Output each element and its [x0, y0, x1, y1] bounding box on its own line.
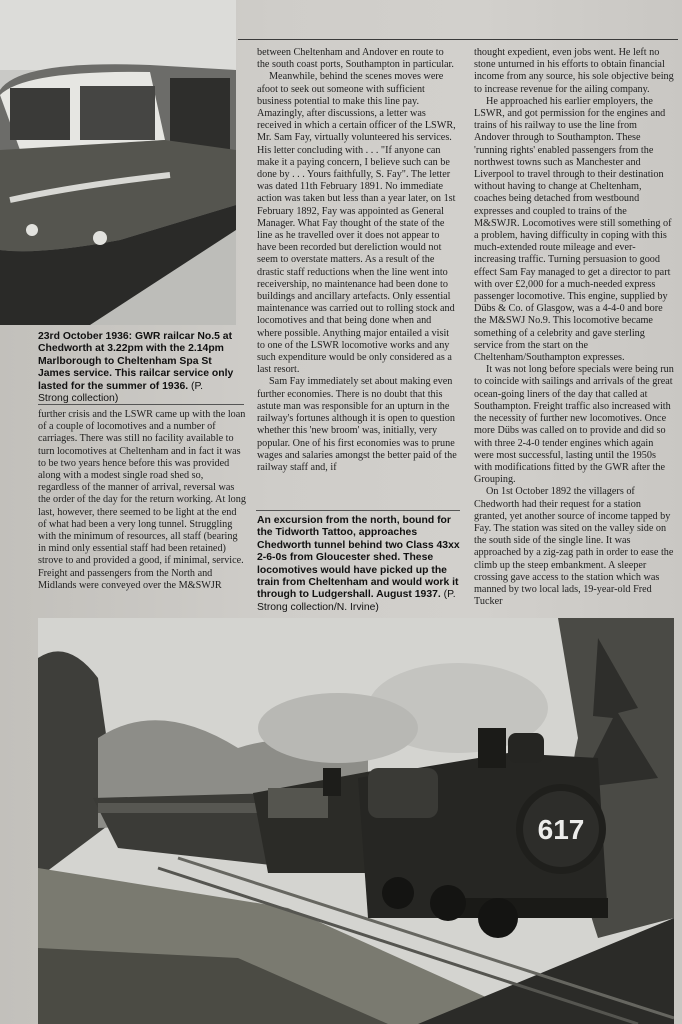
railcar-photo: [0, 0, 236, 325]
top-rule: [238, 39, 678, 40]
paragraph: On 1st October 1892 the villagers of Chedworth had their request for a station granted, yet another source of income tapped by Fay. The station was sited on the valley side on the south side of the single line. It was approached by a zig-zag path in order to ease the climb up the steep embankment. A sleeper crossing gave access to the station which was manned by two local lads, 19-year-old Fred Tucker: [474, 486, 674, 608]
column-middle: [257, 47, 457, 474]
paragraph: between Cheltenham and Andover en route to the south coast ports, Southampton in particular.: [257, 47, 454, 71]
paragraph: Sam Fay immediately set about making even further economies. There is no doubt that this astute man was responsible for an upturn in the railway's fortunes although it is open to question whether this 'new broom' was, initially, very popular. One of his first economies was to prune wages and salaries amongst the better paid of the railway staff and, if: [257, 376, 457, 473]
railcar-illustration: [0, 0, 236, 325]
paragraph: further crisis and the LSWR came up with the loan of a couple of locomotives and a number of carriages. There was still no facility available to turn locomotives at Cheltenham and in fact it was to be two years hence before this was provided along with a modest single road shed so, regardless of the manner of arrival, reversal was the order of the day for the return working. At long last, however, there seemed to be light at the end of what had been a very long tunnel. Struggling with the minimum of resources, all staff (bearing in mind only essential staff had been retained) strove to and provided a good, if minimal, service. Freight and passengers from the North and Midlands were conveyed over the M&SWJR: [38, 409, 246, 591]
railcar-caption: [38, 331, 236, 405]
paragraph: thought expedient, even jobs went. He left no stone unturned in his efforts to obtain financial income from any source, his sole objective being to increase revenue for the ailing company.: [474, 47, 674, 95]
railcar-caption-text: 23rd October 1936: GWR railcar No.5 at Chedworth at 3.22pm with the 2.14pm Marlborough to Cheltenham Spa St James service. This railcar service only lasted for the summer of 1936.: [38, 331, 234, 392]
excursion-caption: [257, 515, 461, 614]
column-right: [474, 47, 674, 608]
excursion-caption-credit: (P. Strong collection/N. Irvine): [257, 589, 456, 613]
column-left: [38, 409, 246, 592]
paragraph: It was not long before specials were being run to coincide with sailings and arrivals of the great ocean-going liners of the day that called at Southampton. Freight traffic also increased with the necessity of further new locomotives. Once more Dübs was called on to provide and did so with three 2-4-0 tender engines which again were most successful, lasting until the 1950s with modifications fitted by the GWR after the Grouping.: [474, 364, 674, 486]
caption-rule-left: [38, 404, 244, 405]
steam-train-illustration: [38, 618, 674, 1024]
paragraph: He approached his earlier employers, the LSWR, and got permission for the engines and trains of his railway to use the line from Andover through to Southampton. These 'running rights' enabled passengers from the northwest towns such as Manchester and Liverpool to travel through to their destination without having to change at Cheltenham, coaches being detached from westbound expresses and coupled to trains of the M&SWJR. Locomotives were still something of a problem, having difficulty in coping with this much-extended route mileage and ever-increasing traffic. Turning persuasion to good effect Sam Fay managed to get a director to part with over £2,000 for a much-needed express passenger locomotive. This engine, supplied by Dübs & Co. of Glasgow, was a 4-4-0 and bore the M&SWJ No.9. This locomotive became something of a celebrity and gave sterling service from the start on the Cheltenham/Southampton expresses.: [474, 95, 672, 364]
caption-rule-middle: [256, 510, 460, 511]
locomotive-number: 617: [537, 814, 585, 845]
paragraph: Meanwhile, behind the scenes moves were afoot to seek out someone with sufficient business potential to make this line pay. Amazingly, after discussions, a letter was received in which a certain officer of the LSWR, Mr. Sam Fay, virtually volunteered his services. His letter concluding with . . . "If anyone can make it a paying concern, I believe such can be done by . . . Yours faithfully, S. Fay". The letter was dated 11th February 1891. No immediate action was taken but less than a year later, on 1st February 1892, Fay was appointed as General Manager. What Fay thought of the state of the line as he travelled over it does not appear to have been recorded but dereliction would not seem to overstate matters. As a result of the drastic staff reductions when the line went into receivership, no maintenance had been done to buildings and ancillary artefacts. Only essential maintenance was carried out to rolling stock and locomotives and that being done when and where possible. Anything major entailed a visit to one of the LSWR locomotive works and any such expenditure would be only considered as a last resort.: [257, 71, 456, 376]
steam-train-photo: [38, 618, 674, 1024]
excursion-caption-text: An excursion from the north, bound for the Tidworth Tattoo, approaches Chedworth tunnel behind two Class 43xx 2-6-0s from Gloucester shed. These locomotives would have picked up the train from Cheltenham and would work it through to Ludgershall. August 1937.: [257, 515, 460, 601]
railcar-caption-credit: (P. Strong collection): [38, 380, 203, 405]
